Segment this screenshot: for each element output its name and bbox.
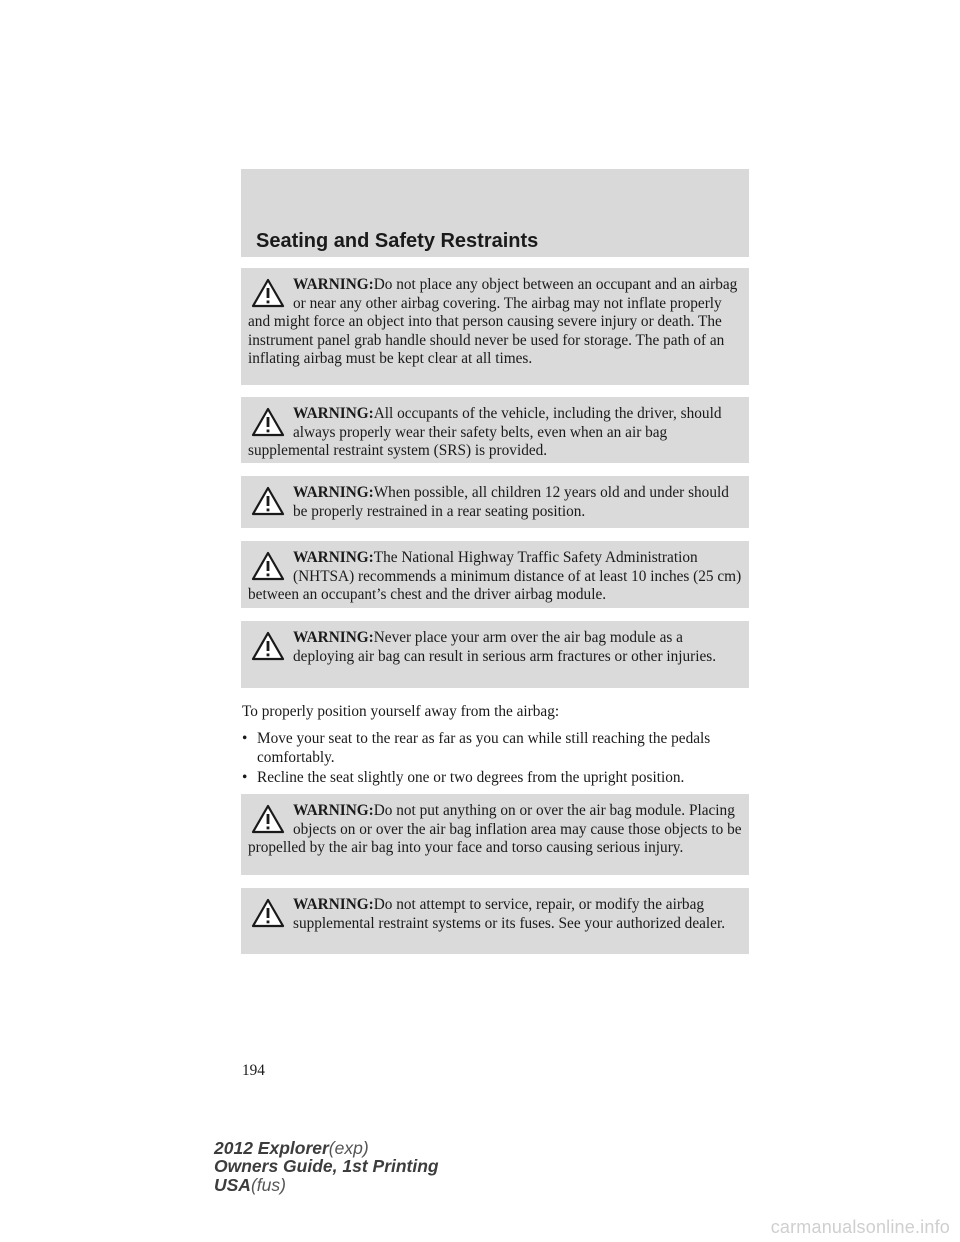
warning-triangle-icon: [251, 486, 285, 516]
warning-text: Do not put anything on or over the air bag module. Placing objects on or over the air bag inflation area may cause those objects to be propelled by the air bag into your face and torso causing serious injury.: [248, 802, 742, 857]
warning-box: [241, 621, 749, 688]
warning-triangle-icon: [251, 631, 285, 661]
warning-box: [241, 476, 749, 528]
warning-label: WARNING:: [293, 629, 374, 646]
warning-box: [241, 397, 749, 463]
page-number: 194: [242, 1062, 265, 1079]
warning-text: All occupants of the vehicle, including the driver, should always properly wear their safety belts, even when an air bag supplemental restraint system (SRS) is provided.: [248, 405, 722, 460]
footer-model-code: (exp): [328, 1138, 369, 1158]
warning-label: WARNING:: [293, 484, 374, 501]
instruction-intro: To properly position yourself away from the airbag:: [242, 703, 560, 720]
footer-edition: Owners Guide, 1st Printing: [214, 1156, 439, 1177]
list-item: [242, 729, 752, 767]
warning-box: [241, 268, 749, 385]
warning-triangle-icon: [251, 804, 285, 834]
warning-label: WARNING:: [293, 896, 374, 913]
warning-text: Do not attempt to service, repair, or modify the airbag supplemental restraint systems or its fuses. See your authorized dealer.: [293, 896, 726, 932]
warning-label: WARNING:: [293, 802, 374, 819]
warning-text: Never place your arm over the air bag module as a deploying air bag can result in serious arm fractures or other injuries.: [293, 629, 717, 665]
watermark: carmanualsonline.info: [770, 1217, 950, 1237]
footer-market: USA: [214, 1174, 251, 1195]
document-footer: [214, 1139, 439, 1194]
list-item-text: Recline the seat slightly one or two degrees from the upright position.: [257, 769, 685, 786]
warning-label: WARNING:: [293, 276, 374, 293]
warning-triangle-icon: [251, 898, 285, 928]
footer-model: 2012 Explorer: [214, 1138, 329, 1158]
warning-box: [241, 794, 749, 875]
warning-label: WARNING:: [293, 549, 374, 566]
footer-market-code: (fus): [250, 1174, 286, 1195]
list-item-text: Move your seat to the rear as far as you can while still reaching the pedals comfortably.: [257, 730, 711, 766]
warning-label: WARNING:: [293, 405, 374, 422]
warning-triangle-icon: [251, 551, 285, 581]
warning-box: [241, 541, 749, 608]
warning-text: The National Highway Traffic Safety Administration (NHTSA) recommends a minimum distance of at least 10 inches (25 cm) between an occupant’s chest and the driver airbag module.: [248, 549, 742, 604]
warning-text: Do not place any object between an occupant and an airbag or near any other airbag covering. The airbag may not inflate properly and might force an object into that person causing severe injury or death. The instrument panel grab handle should never be used for storage. The path of an inflating airbag must be kept clear at all times.: [248, 276, 738, 368]
warning-box: [241, 888, 749, 954]
warning-triangle-icon: [251, 278, 285, 308]
bullet-marker: •: [242, 730, 248, 747]
list-item: [242, 768, 752, 787]
warning-text: When possible, all children 12 years old and under should be properly restrained in a rear seating position.: [293, 484, 729, 520]
bullet-marker: •: [242, 769, 248, 786]
warning-triangle-icon: [251, 407, 285, 437]
section-title: Seating and Safety Restraints: [256, 230, 539, 252]
